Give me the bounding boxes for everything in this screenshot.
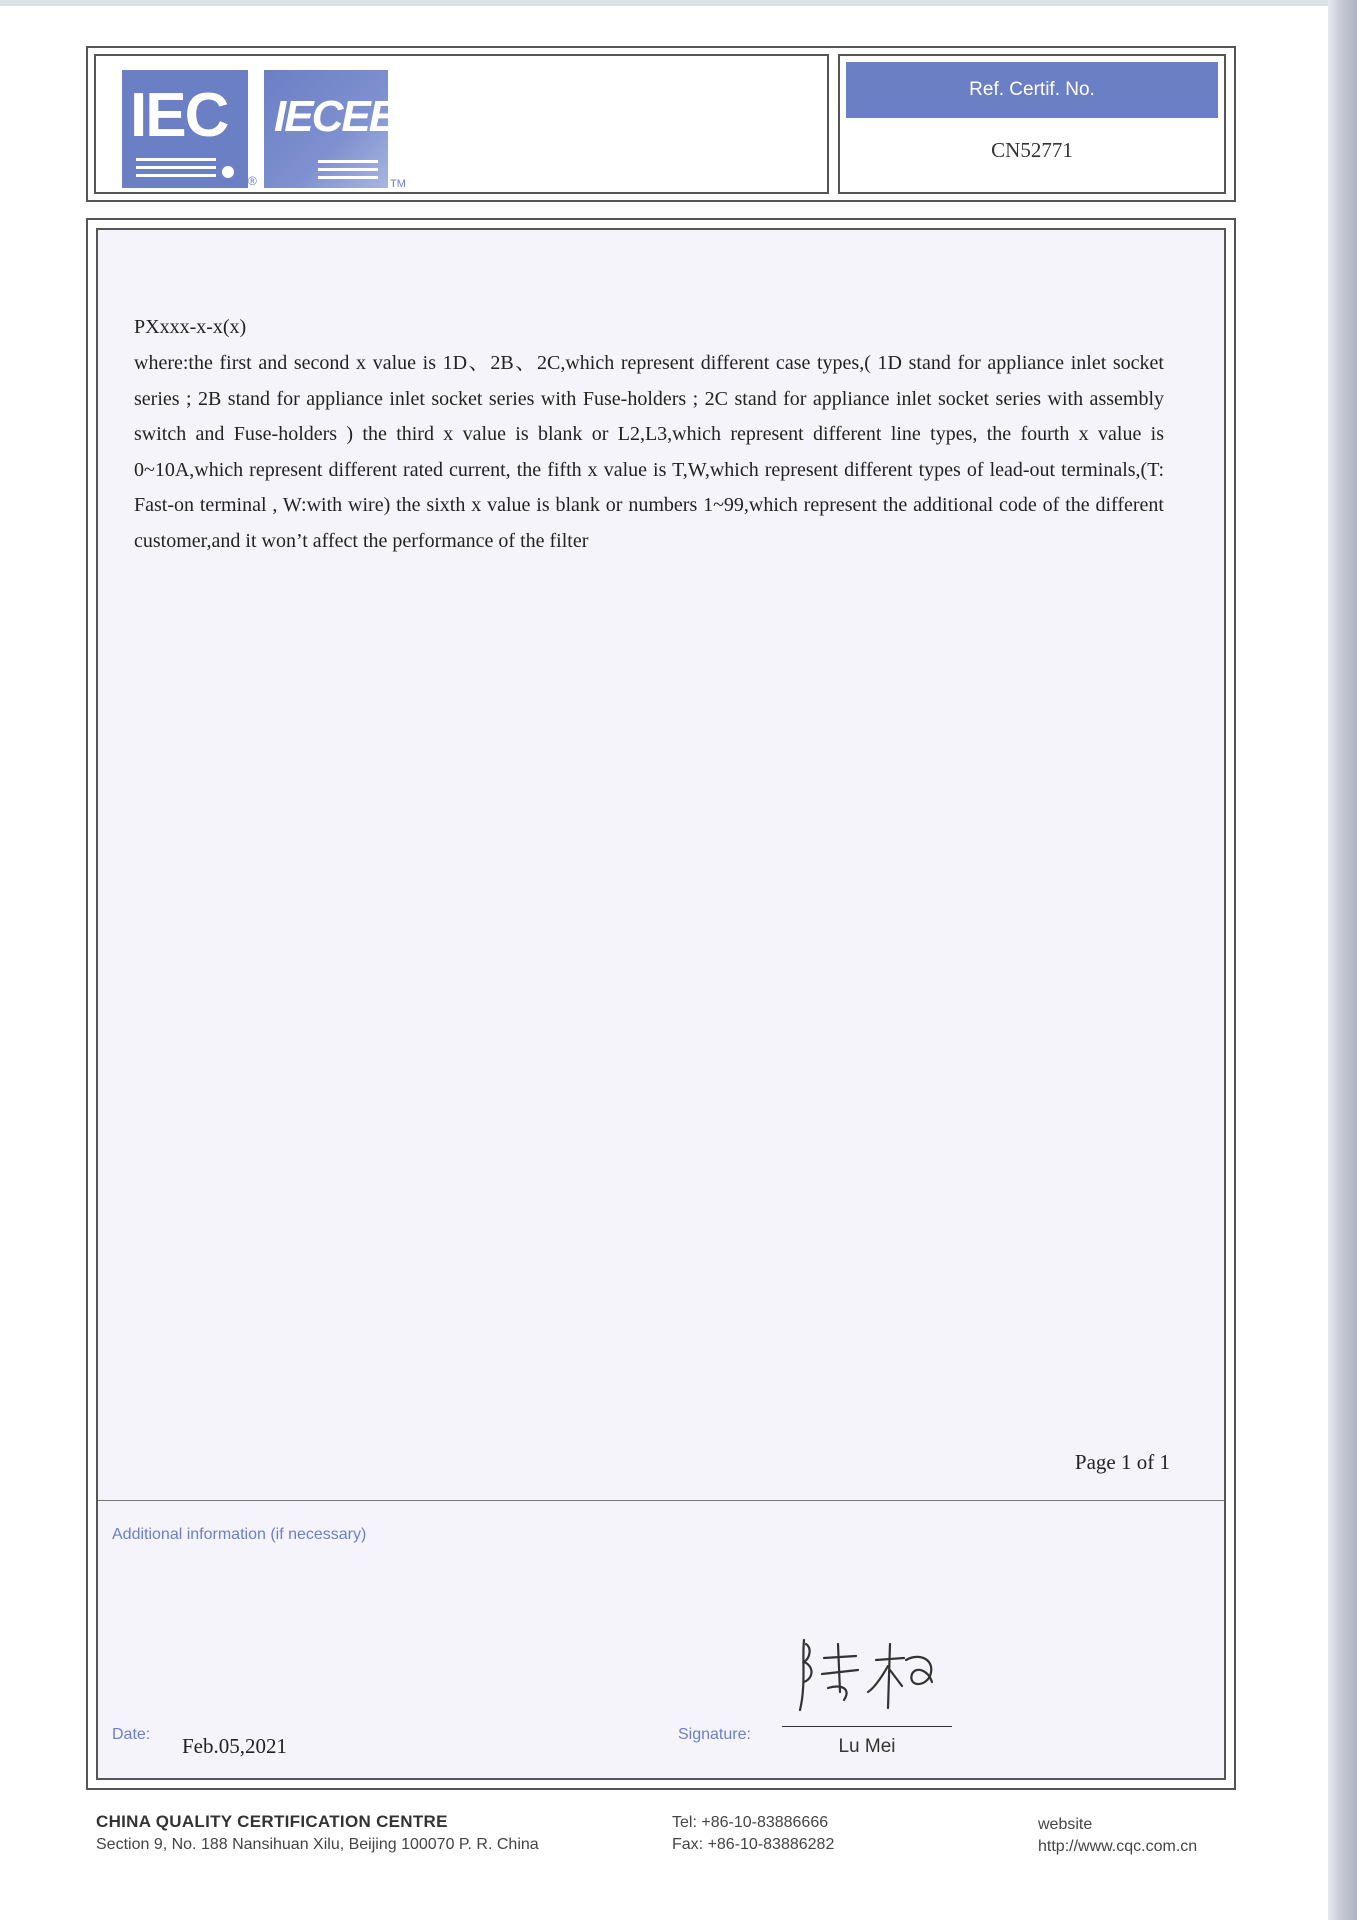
- logo-panel: [94, 54, 829, 194]
- registered-mark: ®: [248, 174, 257, 188]
- logo-line: [318, 168, 378, 171]
- page-indicator: Page 1 of 1: [1074, 1450, 1170, 1474]
- date-value: Feb.05,2021: [182, 1734, 287, 1758]
- iec-logo: [122, 70, 248, 188]
- logo-line: [318, 160, 378, 163]
- handwritten-signature: [780, 1630, 950, 1720]
- top-rule: [0, 0, 1328, 6]
- model-designation: PXxxx-x-x(x): [134, 316, 247, 338]
- date-label: Date:: [112, 1726, 151, 1743]
- trademark-mark: TM: [390, 178, 406, 190]
- model-description: where:the first and second x value is 1D、2B、2C,which represent different case types,( 1D stand for appliance inlet socket series ; 2B stand for appliance inlet socket series with Fuse-holders ; 2C stand for appliance inlet socket series with assembly switch and Fuse-holders ) the third x value is blank or L2,L3,which represent different line types, the fourth x value is 0~10A,which represent different rated current, the fifth x value is T,W,which represent different types of lead-out terminals,(T: Fast-on terminal , W:with wire) the sixth x value is blank or numbers 1~99,which represent the additional code of the different customer,and it won’t affect the performance of the filter: [134, 352, 1164, 552]
- logo-dot: [222, 166, 234, 178]
- signer-name: Lu Mei: [838, 1736, 896, 1757]
- footer-website-label: website: [1038, 1816, 1093, 1833]
- iecee-logo: [264, 70, 397, 188]
- footer-organization: CHINA QUALITY CERTIFICATION CENTRE: [96, 1812, 448, 1831]
- certificate-body: [86, 218, 1236, 1790]
- logo-line: [136, 158, 216, 161]
- footer-address: Section 9, No. 188 Nansihuan Xilu, Beijing 100070 P. R. China: [96, 1836, 539, 1853]
- footer-website-link[interactable]: http://www.cqc.com.cn: [1038, 1838, 1198, 1855]
- page-edge: [1328, 0, 1357, 1920]
- section-divider: [98, 1500, 1224, 1501]
- additional-info-label: Additional information (if necessary): [112, 1526, 367, 1543]
- iecee-logo-text: IECEE: [274, 92, 397, 141]
- signature-label: Signature:: [678, 1726, 751, 1743]
- body-panel: [96, 228, 1226, 1780]
- signature-line: [782, 1726, 952, 1727]
- iec-logo-text: IEC: [130, 81, 228, 150]
- ref-number: CN52771: [991, 138, 1073, 162]
- content-area: [98, 230, 1224, 1500]
- logo-line: [318, 176, 378, 179]
- logo-line: [136, 166, 216, 169]
- logo-line: [136, 174, 216, 177]
- footer-tel: Tel: +86-10-83886666: [672, 1814, 829, 1831]
- reference-panel: [838, 54, 1226, 194]
- ref-label: Ref. Certif. No.: [846, 62, 1218, 118]
- certificate-header: [86, 46, 1236, 202]
- footer-fax: Fax: +86-10-83886282: [672, 1836, 835, 1853]
